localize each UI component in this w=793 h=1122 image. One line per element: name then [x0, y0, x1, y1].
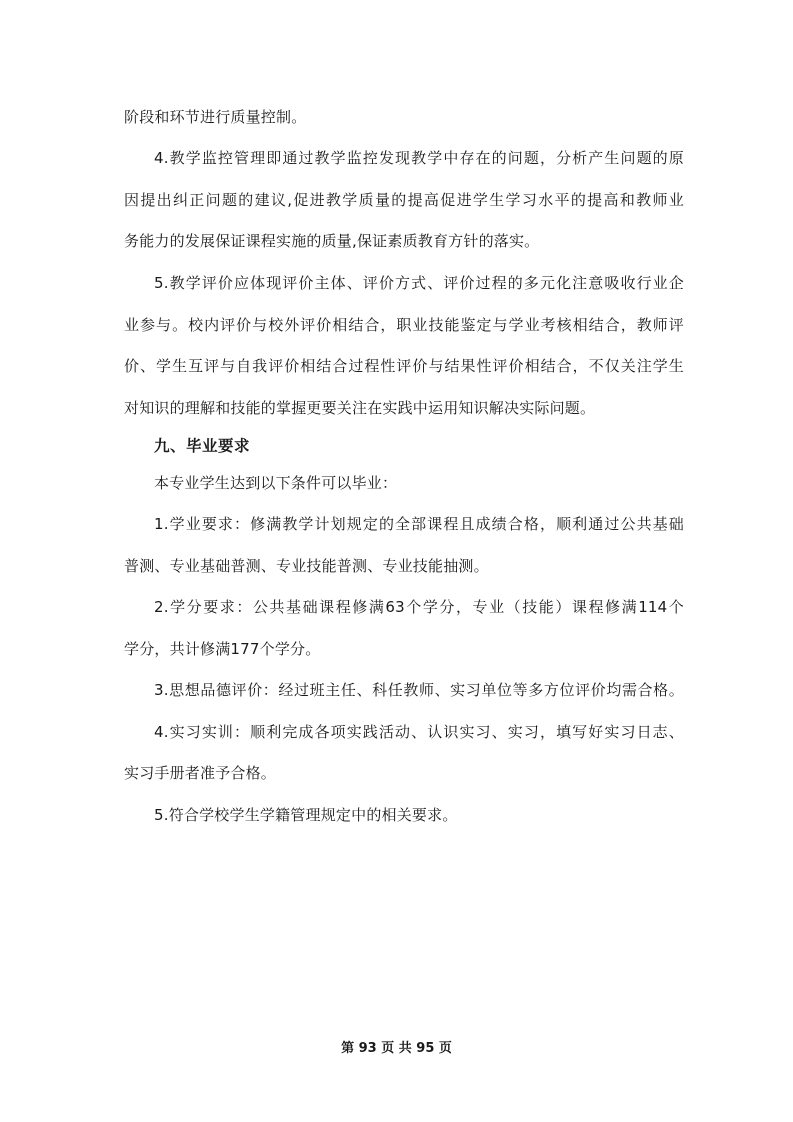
paragraph-line: 学分，共计修满177个学分。 [124, 640, 321, 658]
paragraph-line: 4.教学监控管理即通过教学监控发现教学中存在的问题，分析产生问题的原 [154, 149, 684, 167]
paragraph-line: 务能力的发展保证课程实施的质量,保证素质教育方针的落实。 [124, 232, 540, 250]
section-heading: 九、毕业要求 [154, 437, 251, 455]
paragraph-line: 1.学业要求：修满教学计划规定的全部课程且成绩合格，顺利通过公共基础 [154, 515, 684, 533]
paragraph-line: 普测、专业基础普测、专业技能普测、专业技能抽测。 [124, 557, 489, 575]
paragraph-line: 2.学分要求：公共基础课程修满63个学分，专业（技能）课程修满114个 [154, 598, 684, 616]
paragraph-line: 5.符合学校学生学籍管理规定中的相关要求。 [154, 806, 458, 824]
paragraph-line: 3.思想品德评价：经过班主任、科任教师、实习单位等多方位评价均需合格。 [154, 681, 684, 699]
paragraph-line: 对知识的理解和技能的掌握更要关注在实践中运用知识解决实际问题。 [124, 399, 596, 417]
page-number-footer: 第 93 页 共 95 页 [341, 1041, 452, 1056]
paragraph-line: 实习手册者准予合格。 [124, 764, 277, 782]
paragraph-line: 因提出纠正问题的建议,促进教学质量的提高促进学生学习水平的提高和教师业 [124, 191, 684, 209]
paragraph-line: 阶段和环节进行质量控制。 [124, 108, 307, 126]
paragraph-line: 价、学生互评与自我评价相结合过程性评价与结果性评价相结合，不仅关注学生 [124, 357, 684, 375]
paragraph-line: 本专业学生达到以下条件可以毕业： [154, 474, 398, 492]
paragraph-line: 4.实习实训：顺利完成各项实践活动、认识实习、实习，填写好实习日志、 [154, 723, 684, 741]
paragraph-line: 5.教学评价应体现评价主体、评价方式、评价过程的多元化注意吸收行业企 [154, 274, 684, 292]
paragraph-line: 业参与。校内评价与校外评价相结合，职业技能鉴定与学业考核相结合，教师评 [124, 316, 684, 334]
